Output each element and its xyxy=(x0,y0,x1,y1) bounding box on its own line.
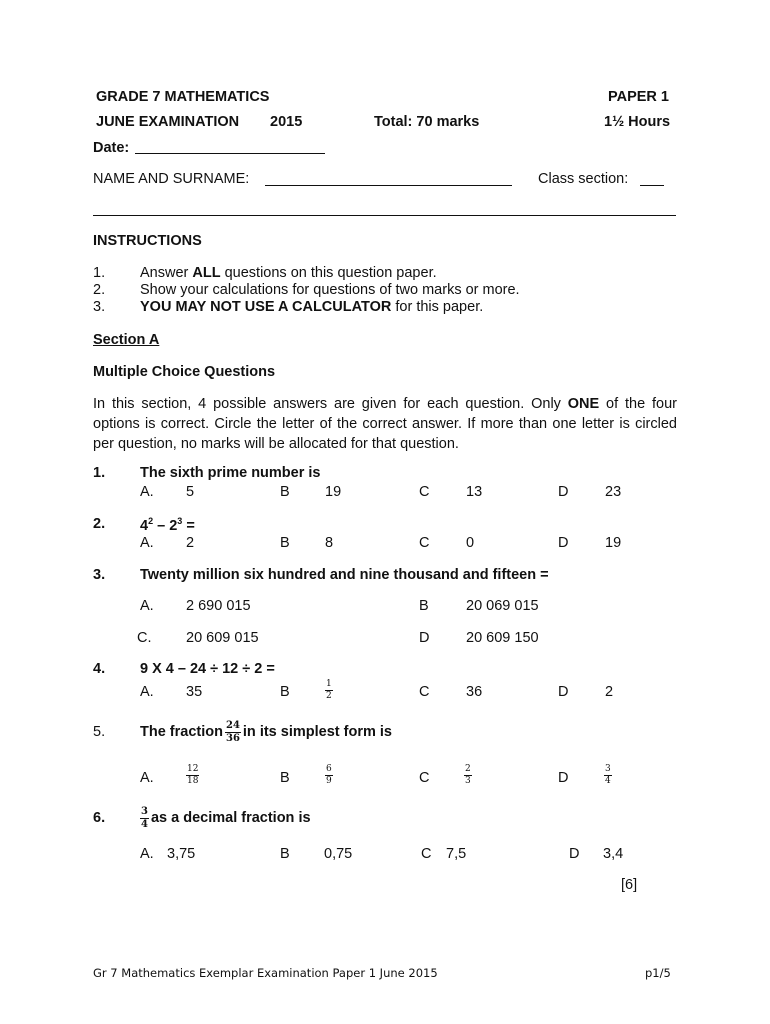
option-value: 23 xyxy=(605,484,622,500)
question-number: 6. xyxy=(93,810,106,826)
option-value: 20 069 015 xyxy=(466,598,539,614)
divider xyxy=(93,215,676,216)
date-label: Date: xyxy=(93,140,130,156)
option-value: 2 690 015 xyxy=(186,598,251,614)
date-field[interactable] xyxy=(135,153,325,154)
question-text: 9 X 4 – 24 ÷ 12 ÷ 2 = xyxy=(140,661,275,677)
exam-year: 2015 xyxy=(270,114,303,130)
question-number: 2. xyxy=(93,516,106,532)
option-letter[interactable]: B xyxy=(280,846,290,862)
subject-title: GRADE 7 MATHEMATICS xyxy=(96,89,270,105)
option-letter[interactable]: B xyxy=(280,535,290,551)
option-value: 13 xyxy=(466,484,483,500)
option-letter[interactable]: A. xyxy=(140,535,154,551)
option-letter[interactable]: B xyxy=(280,484,290,500)
option-value: 3,4 xyxy=(603,846,624,862)
option-value: 19 xyxy=(605,535,622,551)
question-text: The fraction $\frac{24}{36}$ in its simplest form is xyxy=(140,719,392,744)
option-value: 35 xyxy=(186,684,203,700)
option-letter[interactable]: C. xyxy=(137,630,152,646)
option-value: 20 609 150 xyxy=(466,630,539,646)
question-number: 5. xyxy=(93,724,106,740)
option-value: 19 xyxy=(325,484,342,500)
option-letter[interactable]: D xyxy=(558,484,569,500)
total-marks: Total: 70 marks xyxy=(374,114,480,130)
question-number: 1. xyxy=(93,465,106,481)
option-letter[interactable]: C xyxy=(419,484,430,500)
option-letter[interactable]: A. xyxy=(140,684,154,700)
section-title: Section A xyxy=(93,332,160,348)
instruction-item: YOU MAY NOT USE A CALCULATOR for this paper. xyxy=(140,299,484,315)
footer-title: Gr 7 Mathematics Exemplar Examination Paper 1 June 2015 xyxy=(93,966,438,980)
name-field[interactable] xyxy=(265,185,512,186)
duration: 1½ Hours xyxy=(604,114,671,130)
option-letter[interactable]: A. xyxy=(140,598,154,614)
option-letter[interactable]: A. xyxy=(140,770,154,786)
question-number: 3. xyxy=(93,567,106,583)
option-letter[interactable]: B xyxy=(280,684,290,700)
option-letter[interactable]: C xyxy=(419,684,430,700)
option-letter[interactable]: D xyxy=(569,846,580,862)
option-fraction: $\frac{6}{9}$ xyxy=(326,764,332,786)
option-letter[interactable]: A. xyxy=(140,484,154,500)
option-value: 36 xyxy=(466,684,483,700)
class-field[interactable] xyxy=(640,185,664,186)
option-letter[interactable]: B xyxy=(419,598,429,614)
option-value: 3,75 xyxy=(167,846,196,862)
option-letter[interactable]: B xyxy=(280,770,290,786)
option-letter[interactable]: D xyxy=(558,535,569,551)
option-fraction: $\frac{2}{3}$ xyxy=(465,764,471,786)
paper-label: PAPER 1 xyxy=(608,89,669,105)
option-letter[interactable]: D xyxy=(419,630,430,646)
instructions-title: INSTRUCTIONS xyxy=(93,233,202,249)
question-text: $4^2 - 2^3$ = xyxy=(140,516,195,534)
option-value: 2 xyxy=(186,535,195,551)
name-label: NAME AND SURNAME: xyxy=(93,171,250,187)
option-letter[interactable]: C xyxy=(419,770,430,786)
question-text: $\frac{3}{4}$ as a decimal fraction is xyxy=(141,805,311,830)
question-text: The sixth prime number is xyxy=(140,465,321,481)
option-letter[interactable]: A. xyxy=(140,846,154,862)
section-intro: In this section, 4 possible answers are given for each question. Only ONE of the four options is correct. Circle the letter of the correct answer. If more than one letter is circled per question, no marks will be allocated for that question. xyxy=(93,396,677,452)
class-label: Class section: xyxy=(538,171,629,187)
instruction-number: 1. xyxy=(93,265,106,281)
option-letter[interactable]: D xyxy=(558,770,569,786)
option-fraction: $\frac{3}{4}$ xyxy=(605,764,611,786)
option-value: 20 609 015 xyxy=(186,630,259,646)
question-number: 4. xyxy=(93,661,106,677)
option-value: 0,75 xyxy=(324,846,353,862)
option-fraction: $\frac{12}{18}$ xyxy=(187,764,199,786)
option-value: 8 xyxy=(325,535,334,551)
exam-label: JUNE EXAMINATION xyxy=(96,114,240,130)
instruction-item: Show your calculations for questions of two marks or more. xyxy=(140,282,520,298)
option-value: 5 xyxy=(186,484,195,500)
option-letter[interactable]: C xyxy=(421,846,432,862)
option-value: 0 xyxy=(466,535,475,551)
option-value: 2 xyxy=(605,684,614,700)
page-number: p1/5 xyxy=(645,966,671,980)
option-fraction: $\frac{1}{2}$ xyxy=(326,679,332,701)
option-value: 7,5 xyxy=(446,846,467,862)
instruction-number: 3. xyxy=(93,299,106,315)
option-letter[interactable]: D xyxy=(558,684,569,700)
question-text: Twenty million six hundred and nine thousand and fifteen = xyxy=(140,567,549,583)
section-subtitle: Multiple Choice Questions xyxy=(93,364,276,380)
option-letter[interactable]: C xyxy=(419,535,430,551)
instruction-number: 2. xyxy=(93,282,106,298)
section-marks: [6] xyxy=(621,877,638,893)
instruction-item: Answer ALL questions on this question paper. xyxy=(140,265,437,281)
